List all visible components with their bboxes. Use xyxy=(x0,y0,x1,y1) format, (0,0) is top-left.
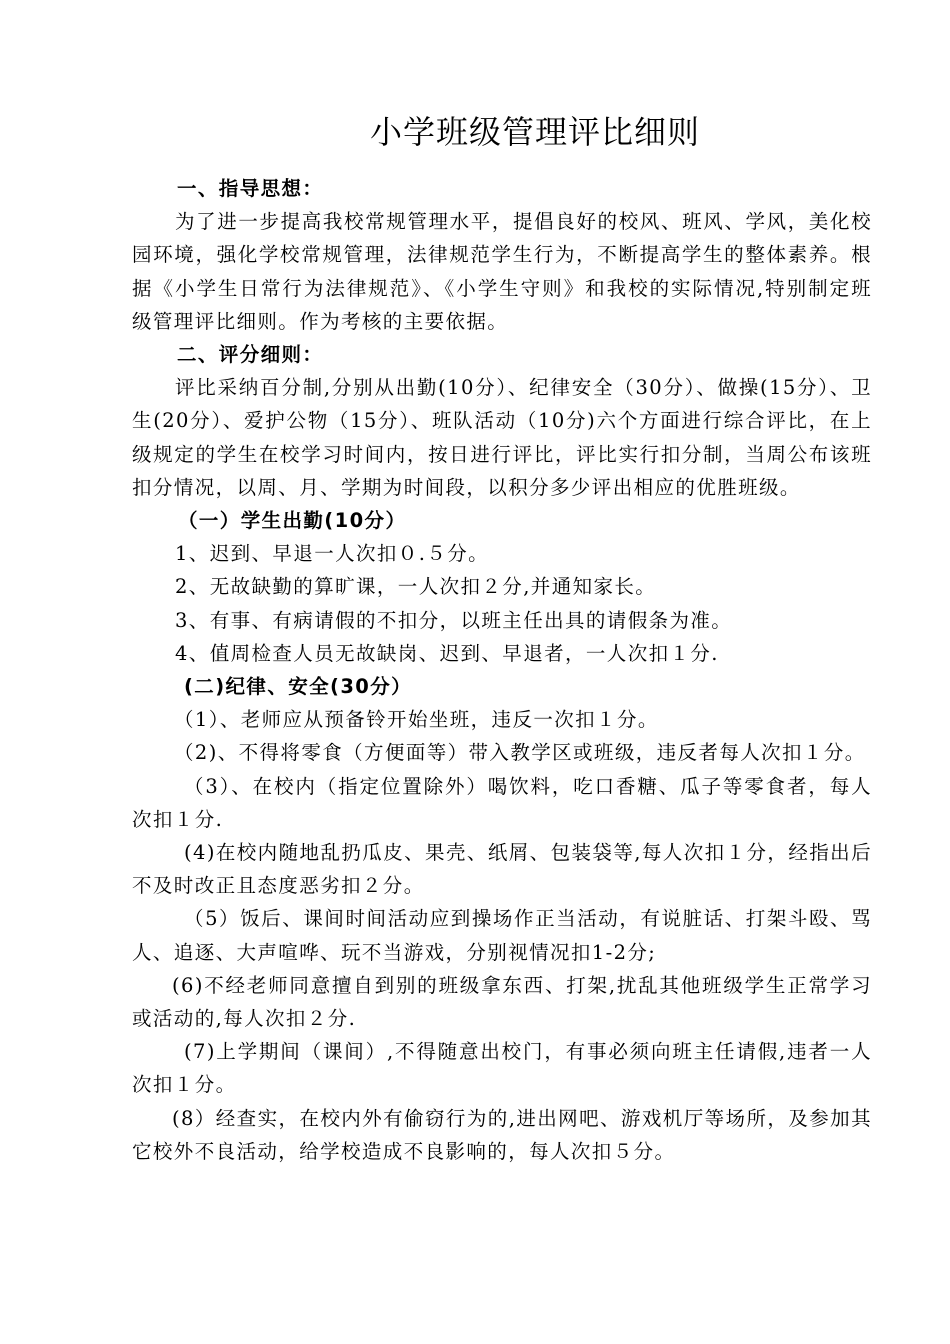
section-heading-scoring-rules: 二、评分细则： xyxy=(177,343,324,367)
attendance-item: 3、有事、有病请假的不扣分，以班主任出具的请假条为准。 xyxy=(175,608,733,632)
document-body xyxy=(132,172,872,1168)
discipline-item: (8）经查实，在校内外有偷窃行为的,进出网吧、游戏机厅等场所，及参加其它校外不良活动，给学校造成不良影响的，每人次扣５分。 xyxy=(132,1106,872,1163)
subsection-heading-discipline: (二)纪律、安全(30分） xyxy=(184,675,413,699)
discipline-item: （2)、不得将零食（方便面等）带入教学区或班级，违反者每人次扣１分。 xyxy=(174,741,866,765)
document-title: 小学班级管理评比细则 xyxy=(369,113,700,151)
section-body-guiding-idea: 为了进一步提高我校常规管理水平，提倡良好的校风、班风、学风，美化校园环境，强化学校常规管理，法律规范学生行为，不断提高学生的整体素养。根据《小学生日常行为法律规范》、《小学生守则》和我校的实际情况,特别制定班级管理评比细则。作为考核的主要依据。 xyxy=(132,210,872,333)
section-heading-guiding-idea: 一、指导思想： xyxy=(177,177,324,200)
discipline-item: (4)在校内随地乱扔瓜皮、果壳、纸屑、包装袋等,每人次扣１分，经指出后不及时改正且态度恶劣扣２分。 xyxy=(132,841,872,898)
attendance-item: 4、值周检查人员无故缺岗、迟到、早退者，一人次扣１分. xyxy=(175,641,719,665)
discipline-item: （5）饭后、课间时间活动应到操场作正当活动，有说脏话、打架斗殴、骂人、追逐、大声喧哗、玩不当游戏，分别视情况扣1-2分; xyxy=(132,907,872,964)
discipline-item: (7)上学期间（课间）,不得随意出校门，有事必须向班主任请假,违者一人次扣１分。 xyxy=(132,1040,872,1097)
attendance-item: 1、迟到、早退一人次扣０.５分。 xyxy=(175,542,490,566)
subsection-heading-attendance: （一）学生出勤(10分） xyxy=(178,509,407,533)
discipline-item: （3）、在校内（指定位置除外）喝饮料，吃口香糖、瓜子等零食者，每人次扣１分. xyxy=(132,774,872,831)
section-body-scoring-rules: 评比采纳百分制,分别从出勤(10分）、纪律安全（30分）、做操(15分）、卫生(20分）、爱护公物（15分）、班队活动（10分)六个方面进行综合评比，在上级规定的学生在校学习时间内，按日进行评比，评比实行扣分制，当周公布该班扣分情况，以周、月、学期为时间段，以积分多少评出相应的优胜班级。 xyxy=(132,376,872,499)
attendance-item: 2、无故缺勤的算旷课，一人次扣２分,并通知家长。 xyxy=(175,575,657,599)
discipline-item: (6)不经老师同意擅自到别的班级拿东西、打架,扰乱其他班级学生正常学习或活动的,每人次扣２分. xyxy=(132,973,872,1031)
discipline-item: （1）、老师应从预备铃开始坐班，违反一次扣１分。 xyxy=(174,708,659,732)
